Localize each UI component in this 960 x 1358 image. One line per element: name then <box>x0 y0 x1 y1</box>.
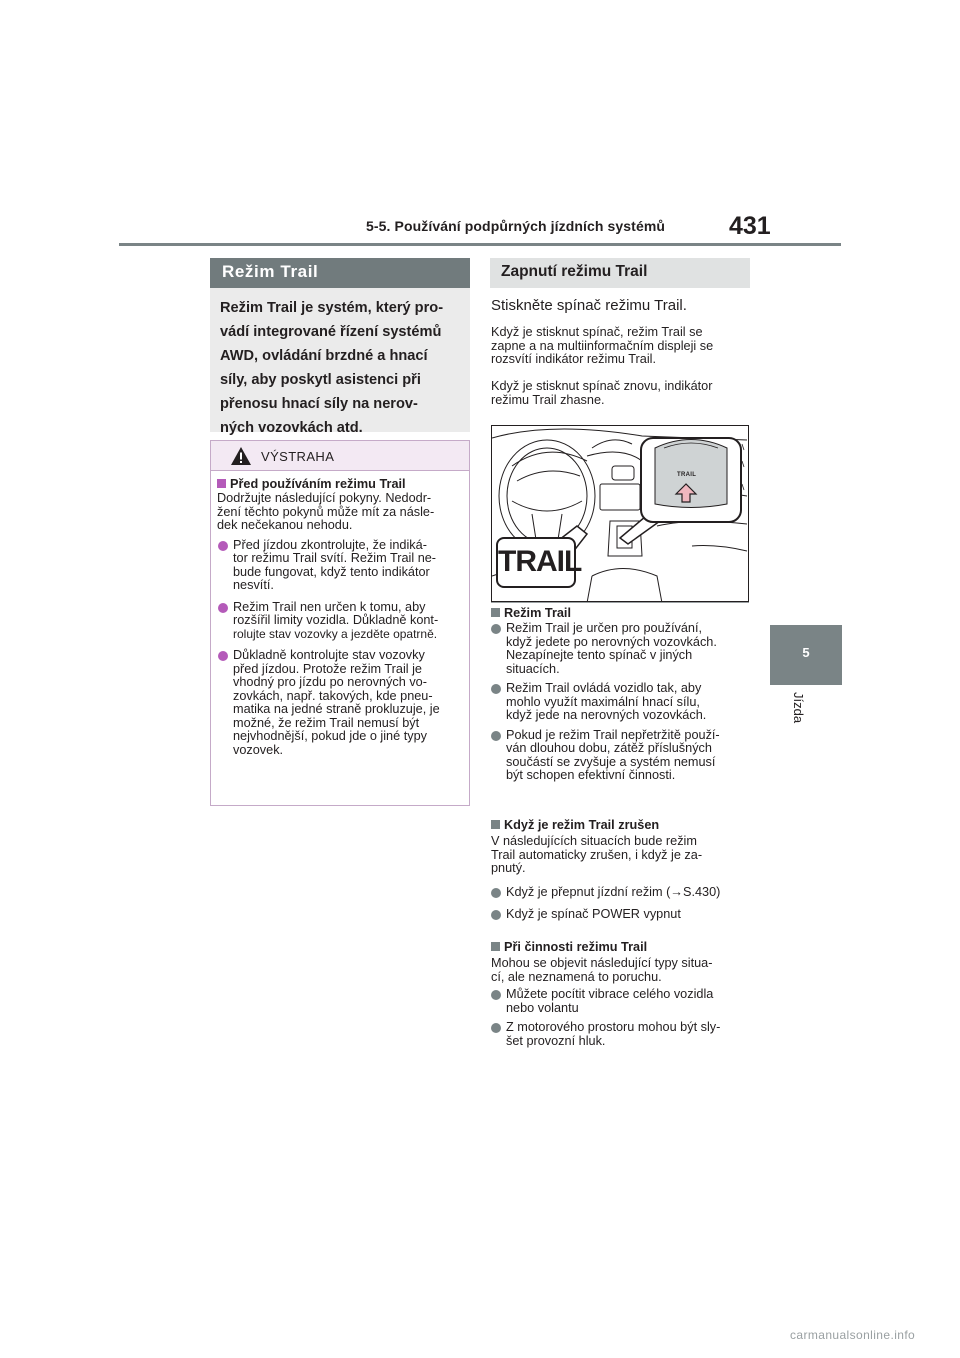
text-line: mohlo využít maximální hnací sílu, <box>506 694 700 709</box>
warning-text <box>217 492 469 533</box>
text-line: rolujte stav vozovky a jezděte opatrně. <box>233 626 438 641</box>
intro-line: ných vozovkách atd. <box>220 420 363 436</box>
illustration-divider <box>491 602 749 603</box>
watermark: carmanualsonline.info <box>790 1328 916 1342</box>
text-line: možné, že režim Trail nemusí být <box>233 715 420 730</box>
bullet-dot-icon <box>491 910 501 920</box>
text-line: pnutý. <box>491 861 526 875</box>
bullet-dot-icon <box>491 684 501 694</box>
intro-line: přenosu hnací síly na nerov- <box>220 396 418 412</box>
list-item <box>491 988 761 1015</box>
text-line: V následujících situacích bude režim <box>491 834 697 848</box>
bullet-dot-icon <box>218 541 228 551</box>
paragraph-2 <box>491 380 761 407</box>
bullet-dot-icon <box>491 990 501 1000</box>
text-line: zapne a na multiinformačním displeji se <box>491 338 714 353</box>
section-title: 5-5. Používání podpůrných jízdních systémů <box>366 218 666 234</box>
section-title-text: Při činnosti režimu Trail <box>504 940 648 954</box>
intro-line: vádí integrované řízení systémů <box>220 324 442 340</box>
text-line: ván dlouhou dobu, zátěž příslušných <box>506 741 712 755</box>
chapter-tab: 5 <box>770 625 842 685</box>
section-title <box>491 606 761 621</box>
bullet-dot-icon <box>491 624 501 634</box>
text-line: nesvítí. <box>233 578 274 592</box>
section-intro <box>491 835 761 876</box>
text-line: Režim Trail ovládá vozidlo tak, aby <box>506 681 702 695</box>
bullet-dot-icon <box>218 651 228 661</box>
list-item <box>491 622 761 676</box>
intro-line: síly, aby poskytl asistenci při <box>220 372 421 388</box>
section-intro <box>491 957 761 984</box>
right-heading: Zapnutí režimu Trail <box>490 258 750 288</box>
text-line: zovkách, např. takových, kde pneu- <box>233 688 433 703</box>
text-line: vozovek. <box>233 742 284 757</box>
text-line: Důkladně kontrolujte stav vozovky <box>233 648 425 662</box>
text-line: před jízdou. Protože režim Trail je <box>233 661 422 676</box>
section-title-text: Režim Trail <box>504 606 571 620</box>
text-line: Mohou se objevit následující typy situa- <box>491 956 713 970</box>
bullet-dot-icon <box>491 731 501 741</box>
text-line: dek nečekanou nehodu. <box>217 518 353 532</box>
text-line: režimu Trail zhasne. <box>491 392 605 407</box>
text-line: situacích. <box>506 661 560 676</box>
warning-subheading <box>217 477 469 492</box>
square-bullet-icon <box>491 942 500 951</box>
text-line: součástí se zvyšuje a systém nemusí <box>506 754 716 769</box>
switch-label: TRAIL <box>677 472 697 478</box>
section-title-text: Když je režim Trail zrušen <box>504 818 660 832</box>
text-line: Z motorového prostoru mohou být sly- <box>506 1020 721 1034</box>
text-line: Nezapínejte tento spínač v jiných <box>506 648 693 662</box>
text-line: když jede na nerovných vozovkách. <box>506 708 707 722</box>
text-line: nebo volantu <box>506 1000 579 1015</box>
list-item <box>491 908 761 922</box>
page-number: 431 <box>729 212 771 240</box>
text-line: matika na jedné straně prokluzuje, je <box>233 702 440 716</box>
text-line: rozšířil limity vozidla. Důkladně kont- <box>233 613 439 627</box>
section-title <box>491 818 761 833</box>
warning-bullet <box>217 649 469 757</box>
text-line: Můžete pocítit vibrace celého vozidla <box>506 987 714 1001</box>
square-bullet-icon <box>491 820 500 829</box>
text-line: Režim Trail nen určen k tomu, aby <box>233 599 426 614</box>
warning-title: VÝSTRAHA <box>261 449 335 464</box>
square-bullet-icon <box>491 608 500 617</box>
intro-line: AWD, ovládání brzdné a hnací <box>220 348 428 364</box>
text-line: Když je spínač POWER vypnut <box>506 907 681 921</box>
section-trail-operation <box>491 940 761 1048</box>
list-item <box>491 886 761 900</box>
warning-bullet <box>217 539 469 593</box>
warning-box <box>210 440 470 806</box>
text-line: Když je stisknut spínač, režim Trail se <box>491 325 703 339</box>
list-item <box>491 682 761 723</box>
bullet-dot-icon <box>491 1023 501 1033</box>
list-item <box>491 1021 761 1048</box>
header-divider <box>119 243 841 246</box>
lead-line: Stiskněte spínač režimu Trail. <box>491 297 687 314</box>
text-line: cí, ale neznamená to poruchu. <box>491 969 662 984</box>
warning-body <box>211 471 469 757</box>
trail-indicator-label: TRAIL <box>496 537 576 588</box>
text-line: když jedete po nerovných vozovkách. <box>506 634 717 649</box>
warning-subheading-text: Před používáním režimu Trail <box>230 477 406 491</box>
text-line: Dodržujte následující pokyny. Nedodr- <box>217 491 432 505</box>
warning-header <box>211 441 469 471</box>
bullet-dot-icon <box>491 888 501 898</box>
left-heading: Režim Trail <box>210 258 470 288</box>
text-line: Trail automaticky zrušen, i když je za- <box>491 847 703 862</box>
text-line: Když je přepnut jízdní režim (→S.430) <box>506 884 721 899</box>
warning-triangle-icon <box>230 446 252 466</box>
paragraph-1 <box>491 326 761 367</box>
bullet-dot-icon <box>218 603 228 613</box>
intro-box <box>210 288 470 436</box>
text-line: být schopen efektivní činnosti. <box>506 768 676 782</box>
text-line: Před jízdou zkontrolujte, že indiká- <box>233 537 427 552</box>
lead-text <box>491 297 761 315</box>
square-bullet-icon <box>217 479 226 488</box>
text-line: rozsvítí indikátor režimu Trail. <box>491 352 656 366</box>
text-line: Režim Trail je určen pro používání, <box>506 621 703 635</box>
chapter-label: Jízda <box>791 692 806 724</box>
text-line: bude fungovat, když tento indikátor <box>233 564 430 579</box>
text-line: žení těchto pokynů může mít za násle- <box>217 504 435 519</box>
intro-line: Režim Trail je systém, který pro- <box>220 300 444 316</box>
text-line: nejvhodnější, pokud jde o jiné typy <box>233 729 427 743</box>
section-trail-mode <box>491 606 761 783</box>
list-item <box>491 729 761 783</box>
text-line: Když je stisknut spínač znovu, indikátor <box>491 379 713 393</box>
text-line: vhodný pro jízdu po nerovných vo- <box>233 675 427 689</box>
section-trail-cancelled <box>491 818 761 922</box>
text-line: Pokud je režim Trail nepřetržitě použí- <box>506 727 720 742</box>
warning-bullet <box>217 601 469 642</box>
text-line: šet provozní hluk. <box>506 1033 606 1048</box>
section-title <box>491 940 761 955</box>
text-line: tor režimu Trail svítí. Režim Trail ne- <box>233 551 437 565</box>
